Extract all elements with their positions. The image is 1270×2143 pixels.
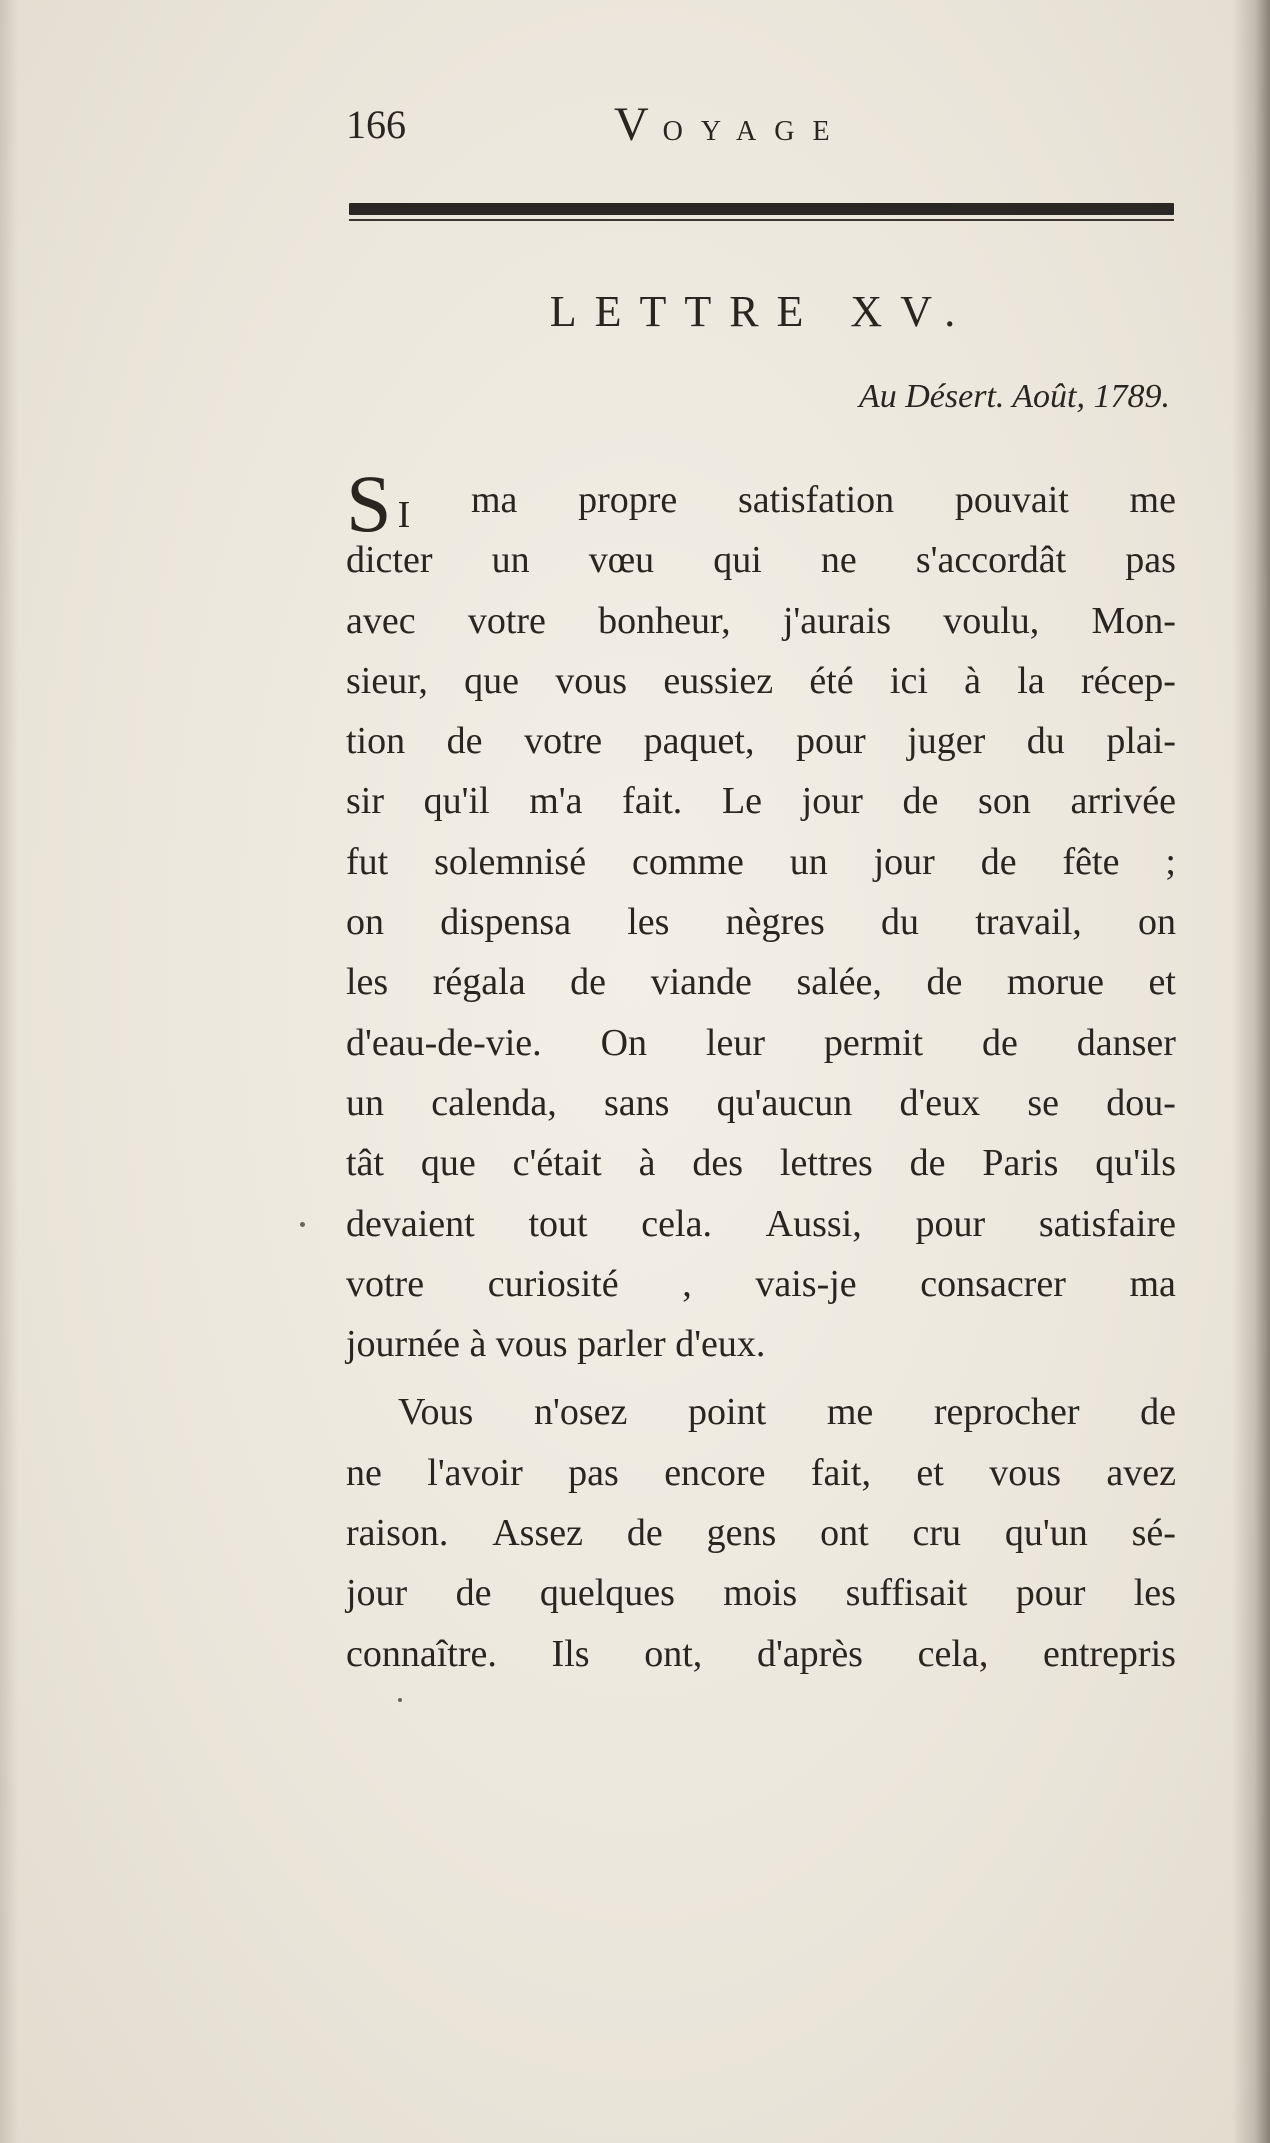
text-line — [346, 711, 1176, 771]
word: m'a — [529, 780, 583, 823]
word: morue — [1006, 961, 1104, 1004]
word: avez — [1106, 1451, 1176, 1494]
word: Vous — [398, 1391, 474, 1434]
word: dispensa — [440, 901, 572, 944]
word: sieur, — [346, 659, 428, 702]
word: votre — [346, 1262, 425, 1305]
text-line — [346, 1013, 1176, 1073]
word: satisfaire — [1038, 1202, 1176, 1245]
text-line — [346, 530, 1176, 590]
word: pour — [1015, 1572, 1086, 1615]
word: raison. — [346, 1512, 449, 1555]
word: de — [1140, 1391, 1176, 1434]
word: ont — [820, 1512, 869, 1555]
word: ma — [1129, 1262, 1176, 1305]
word: calenda, — [431, 1081, 557, 1124]
word: d'après — [756, 1632, 863, 1675]
body-text — [346, 458, 1176, 1684]
margin-speck — [300, 1222, 305, 1227]
word: régala — [432, 961, 526, 1004]
word: ici — [889, 659, 928, 702]
word: comme — [631, 840, 744, 883]
page-left-edge-shadow — [0, 0, 18, 2143]
word: jour — [873, 840, 935, 883]
word: c'était — [512, 1142, 602, 1185]
word: point — [688, 1391, 767, 1434]
word: un — [789, 840, 828, 883]
word: ma — [470, 479, 518, 521]
paragraph-2 — [346, 1382, 1176, 1683]
word: d'eux — [899, 1081, 981, 1124]
word: travail, — [975, 901, 1082, 944]
word: cela. — [641, 1202, 712, 1245]
word: de — [926, 961, 963, 1004]
word: et — [1148, 961, 1176, 1004]
text-line — [346, 1563, 1176, 1623]
paragraph-1 — [346, 458, 1176, 1374]
word: d'eau-de-vie. — [346, 1021, 542, 1064]
page-gutter-shadow — [1232, 0, 1270, 2143]
word: pouvait — [954, 479, 1069, 521]
word: à — [638, 1142, 656, 1185]
word: reprocher — [933, 1391, 1080, 1434]
word: des — [692, 1142, 744, 1185]
word: devaient — [346, 1202, 475, 1245]
word: j'aurais — [782, 599, 891, 642]
word: été — [809, 659, 854, 702]
word: tion — [346, 720, 406, 763]
word: nègres — [725, 901, 825, 944]
word: vous — [555, 659, 628, 702]
word: Ils — [551, 1632, 590, 1675]
text-line — [346, 591, 1176, 651]
word: l'avoir — [427, 1451, 523, 1494]
page-number: 166 — [346, 102, 406, 147]
word: On — [600, 1021, 648, 1064]
text-line — [346, 1254, 1176, 1314]
text-line — [346, 952, 1176, 1012]
word: entrepris — [1042, 1632, 1176, 1675]
word: du — [881, 901, 920, 944]
word: dou- — [1106, 1081, 1176, 1124]
word: connaître. — [346, 1632, 497, 1675]
text-line — [346, 458, 1176, 549]
word: de — [981, 1021, 1018, 1064]
word: on — [1137, 901, 1176, 944]
word: sans — [603, 1081, 670, 1124]
word: plai- — [1106, 720, 1176, 763]
word: pour — [915, 1202, 986, 1245]
word: sir — [346, 780, 384, 823]
drop-cap: S — [346, 458, 392, 549]
word: fête — [1062, 840, 1120, 883]
word: mois — [723, 1572, 798, 1615]
word: lettres — [779, 1142, 873, 1185]
word: Mon- — [1091, 599, 1176, 642]
word: de — [626, 1512, 663, 1555]
word: les — [627, 901, 670, 944]
word: vous — [989, 1451, 1061, 1494]
word: leur — [705, 1021, 765, 1064]
word: solemnisé — [434, 840, 587, 883]
word: de — [980, 840, 1017, 883]
word: les — [346, 961, 389, 1004]
word: me — [1129, 479, 1176, 521]
word: Assez — [492, 1512, 583, 1555]
word: danser — [1076, 1021, 1176, 1064]
header-rule-thin — [349, 219, 1174, 221]
word: fait, — [810, 1451, 871, 1494]
word: Le — [721, 780, 763, 823]
word: sé- — [1131, 1512, 1176, 1555]
word: votre — [467, 599, 546, 642]
word: satisfation — [737, 479, 895, 521]
word: et — [916, 1451, 944, 1494]
word: cru — [912, 1512, 962, 1555]
word: se — [1027, 1081, 1060, 1124]
word: on — [346, 901, 384, 944]
word: tât — [346, 1142, 384, 1185]
word: propre — [578, 479, 678, 521]
text-line — [346, 771, 1176, 831]
word: quelques — [539, 1572, 675, 1615]
text-line — [346, 892, 1176, 952]
running-title — [614, 95, 848, 162]
word: eussiez — [663, 659, 774, 702]
word: de — [909, 1142, 946, 1185]
line-text: journée à vous parler d'eux. — [346, 1323, 766, 1366]
text-line — [346, 1443, 1176, 1503]
word: ont, — [644, 1632, 703, 1675]
word: ne — [346, 1451, 382, 1494]
word: s'accordât — [915, 539, 1067, 582]
running-head — [346, 95, 1176, 155]
text-line — [346, 1382, 1176, 1442]
word: un — [491, 539, 530, 582]
chapter-title: LETTRE XV. — [549, 287, 974, 336]
word: que — [464, 659, 519, 702]
word: qui — [713, 539, 762, 582]
text-line — [346, 1133, 1176, 1193]
word: du — [1026, 720, 1065, 763]
text-line — [346, 1624, 1176, 1684]
word: dicter — [346, 539, 433, 582]
word: de — [446, 720, 483, 763]
word: voulu, — [943, 599, 1040, 642]
word: paquet, — [643, 720, 755, 763]
word: de — [455, 1572, 492, 1615]
word: curiosité — [487, 1262, 619, 1305]
word: arrivée — [1070, 780, 1176, 823]
word: qu'ils — [1095, 1142, 1176, 1185]
word: que — [420, 1142, 476, 1185]
word: récep- — [1080, 659, 1176, 702]
word: les — [1133, 1572, 1176, 1615]
word: vœu — [588, 539, 655, 582]
text-line — [346, 832, 1176, 892]
text-line — [346, 1073, 1176, 1133]
word: qu'il — [423, 780, 490, 823]
word: juger — [907, 720, 986, 763]
text-line — [346, 1314, 1176, 1374]
text-line — [346, 651, 1176, 711]
word: tout — [528, 1202, 588, 1245]
word: Paris — [982, 1142, 1059, 1185]
text-line — [346, 1503, 1176, 1563]
word: viande — [650, 961, 752, 1004]
word: fait. — [622, 780, 683, 823]
word: votre — [524, 720, 603, 763]
word: ne — [820, 539, 857, 582]
word: de — [902, 780, 939, 823]
word: qu'un — [1004, 1512, 1088, 1555]
word: un — [346, 1081, 384, 1124]
word: , — [682, 1262, 692, 1305]
word: fut — [346, 840, 389, 883]
word: suffisait — [845, 1572, 968, 1615]
margin-speck — [398, 1698, 402, 1702]
word: bonheur, — [598, 599, 731, 642]
word: pour — [796, 720, 866, 763]
word: la — [1017, 659, 1045, 702]
word: pas — [568, 1451, 619, 1494]
word: permit — [823, 1021, 924, 1064]
word: de — [570, 961, 607, 1004]
word: jour — [346, 1572, 408, 1615]
word: qu'aucun — [716, 1081, 853, 1124]
text-line — [346, 1194, 1176, 1254]
word: jour — [801, 780, 863, 823]
word: son — [978, 780, 1031, 823]
word: ; — [1165, 840, 1176, 883]
paragraph-gap — [346, 1374, 1176, 1382]
word: n'osez — [534, 1391, 628, 1434]
word: encore — [664, 1451, 766, 1494]
word: me — [826, 1391, 874, 1434]
word: I — [397, 494, 411, 536]
word: gens — [706, 1512, 777, 1555]
word: salée, — [796, 961, 882, 1004]
word: consacrer — [920, 1262, 1066, 1305]
running-title-initial: V — [614, 98, 663, 151]
dateline: Au Désert. Août, 1789. — [858, 378, 1170, 415]
word: Aussi, — [765, 1202, 862, 1245]
word: pas — [1125, 539, 1176, 582]
word: cela, — [917, 1632, 989, 1675]
word: à — [964, 659, 982, 702]
word: vais-je — [755, 1262, 857, 1305]
running-title-rest: OYAGE — [662, 116, 848, 147]
word: avec — [346, 599, 416, 642]
header-rule-thick — [349, 203, 1174, 215]
